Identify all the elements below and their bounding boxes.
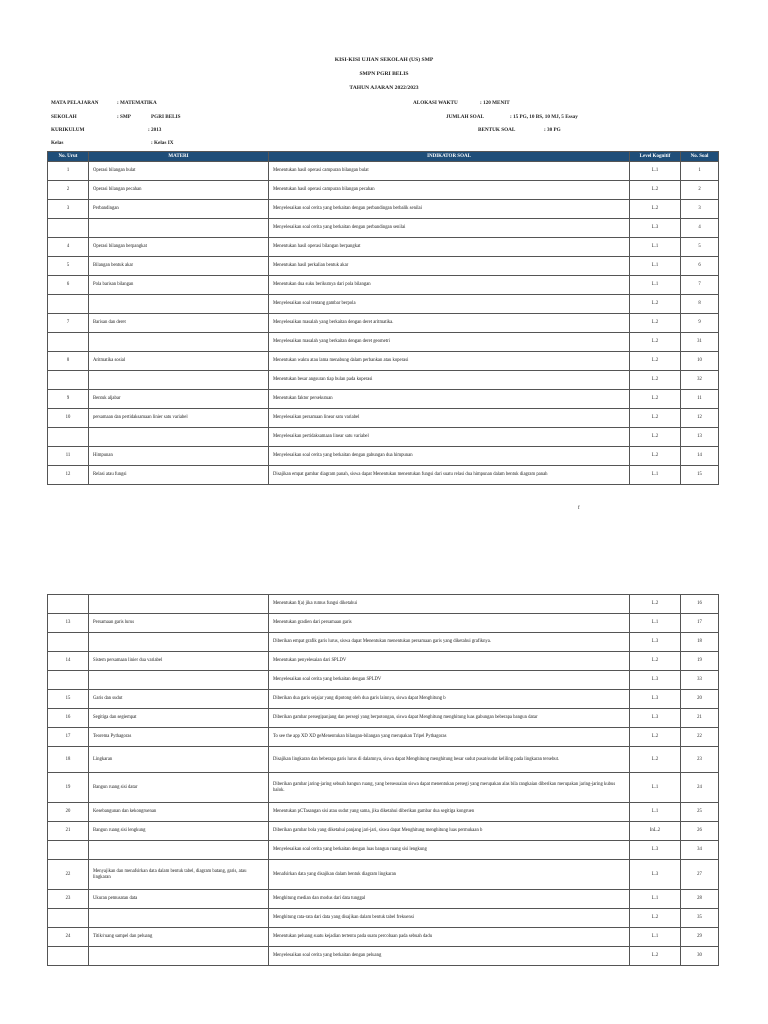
cell-indikator: Menyelesaikan soal cerita yang berkaitan dengan luas bangun ruang sisi lengkung (269, 841, 630, 860)
cell-indikator: Diberikan gambar persegipanjang dan persegi yang berpotongan, siswa dapat Menghitung menghitung luas gabungan beberapa bangun datar (269, 709, 630, 728)
cell-materi: Sistem persamaan linier dua variabel (89, 652, 269, 671)
cell-no: 10 (48, 409, 89, 428)
cell-level: L.1 (630, 466, 681, 485)
table-row (48, 773, 719, 803)
cell-level: L.2 (630, 909, 681, 928)
cell-nosoal: 21 (681, 709, 719, 728)
sekolah-label: SEKOLAH (51, 114, 77, 120)
cell-level: L.2 (630, 390, 681, 409)
cell-indikator: Menyelesaikan soal cerita yang berkaitan dengan perbandingan berbalik senilai (269, 200, 630, 219)
cell-materi (89, 219, 269, 238)
cell-materi: Operasi bilangan pecahan (89, 181, 269, 200)
cell-nosoal: 23 (681, 747, 719, 773)
table-row (48, 428, 719, 447)
cell-nosoal: 31 (681, 333, 719, 352)
cell-no: 13 (48, 614, 89, 633)
cell-nosoal: 28 (681, 890, 719, 909)
cell-materi (89, 371, 269, 390)
cell-materi: Perbandingan (89, 200, 269, 219)
cell-indikator: Menentukan peluang suatu kejadian tertentu pada suatu percobaan pada sebuah dadu (269, 928, 630, 947)
cell-materi: Bentuk aljabar (89, 390, 269, 409)
cell-level: L.2 (630, 447, 681, 466)
table-row (48, 257, 719, 276)
cell-level: L.1 (630, 238, 681, 257)
table-row (48, 614, 719, 633)
cell-indikator: Menyelesaikan persamaan linear satu variabel (269, 409, 630, 428)
cell-materi (89, 947, 269, 966)
table-row (48, 219, 719, 238)
cell-level: L.2 (630, 371, 681, 390)
cell-nosoal: 6 (681, 257, 719, 276)
cell-nosoal: 17 (681, 614, 719, 633)
cell-no (48, 841, 89, 860)
table-row (48, 690, 719, 709)
kurikulum-value: : 2013 (148, 127, 162, 133)
table-row (48, 928, 719, 947)
cell-no: 19 (48, 773, 89, 803)
col-header-nosoal: No. Soal (681, 152, 719, 162)
cell-no (48, 333, 89, 352)
cell-no: 22 (48, 860, 89, 890)
cell-indikator: Menyelesaikan masalah yang berkaitan dengan deret geometri (269, 333, 630, 352)
bentuk-label: BENTUK SOAL (478, 127, 516, 133)
cell-no: 8 (48, 352, 89, 371)
alokasi-value: : 120 MENIT (480, 100, 510, 106)
cell-indikator: Diberikan gambar jaring-jaring sebuah bangun ruang, yang bersesuaian siswa dapat menentukan persegi yang merupakan alas bila rangkaian diberikan merupakan jaring-jaring kubus balok. (269, 773, 630, 803)
cell-materi: Segitiga dan segiempat (89, 709, 269, 728)
cell-materi: Himpunan (89, 447, 269, 466)
cell-materi: Ukuran pemusatan data (89, 890, 269, 909)
cell-level: L.2 (630, 200, 681, 219)
cell-materi: Operasi bilangan bulat (89, 162, 269, 181)
cell-indikator: Menyelesaikan soal cerita yang berkaitan dengan SPLDV (269, 671, 630, 690)
cell-level: L.1 (630, 773, 681, 803)
table-row (48, 352, 719, 371)
table-row (48, 181, 719, 200)
table-row (48, 295, 719, 314)
cell-level: L.1 (630, 803, 681, 822)
cell-nosoal: 29 (681, 928, 719, 947)
cell-no: 11 (48, 447, 89, 466)
table-row (48, 162, 719, 181)
cell-no (48, 947, 89, 966)
cell-no (48, 595, 89, 614)
jumlah-value: : 15 PG, 10 BS, 10 MJ, 5 Essay (510, 114, 578, 120)
cell-nosoal: 16 (681, 595, 719, 614)
kelas-value: : Kelas IX (151, 140, 174, 146)
table-row (48, 466, 719, 485)
table-row (48, 728, 719, 747)
cell-nosoal: 20 (681, 690, 719, 709)
cell-indikator: Menentukan hasil operasi bilangan berpangkat (269, 238, 630, 257)
cell-indikator: Menyelesaikan soal cerita yang berkaitan dengan perbandingan senilai (269, 219, 630, 238)
cell-materi (89, 909, 269, 928)
cell-materi: Barisan dan deret (89, 314, 269, 333)
cell-indikator: Menentukan hasil operasi campuran bilangan bulat (269, 162, 630, 181)
col-header-materi: MATERI (89, 152, 269, 162)
cell-materi: Bilangan bentuk akar (89, 257, 269, 276)
cell-indikator: Menentukan hasil perkalian bentuk akar (269, 257, 630, 276)
cell-no: 9 (48, 390, 89, 409)
table-row (48, 822, 719, 841)
cell-no: 21 (48, 822, 89, 841)
cell-nosoal: 11 (681, 390, 719, 409)
cell-no: 6 (48, 276, 89, 295)
cell-no (48, 219, 89, 238)
doc-title: KISI-KISI UJIAN SEKOLAH (US) SMP (334, 57, 434, 63)
cell-nosoal: 8 (681, 295, 719, 314)
cell-indikator: Menentukan penyelesaian dari SPLDV (269, 652, 630, 671)
table-header-row (48, 152, 719, 162)
mapel-value: : MATEMATIKA (117, 100, 157, 106)
cell-nosoal: 33 (681, 671, 719, 690)
mapel-label: MATA PELAJARAN (51, 100, 99, 106)
cell-level: L.3 (630, 709, 681, 728)
table-row (48, 314, 719, 333)
cell-level: L.2 (630, 352, 681, 371)
table-row (48, 860, 719, 890)
table-row (48, 709, 719, 728)
cell-materi: Aritmatika sosial (89, 352, 269, 371)
cell-nosoal: 13 (681, 428, 719, 447)
table-row (48, 333, 719, 352)
cell-materi: Menyajikan dan menafsirkan data dalam bentuk tabel, diagram batang, garis, atau lingkaran (89, 860, 269, 890)
cell-nosoal: 5 (681, 238, 719, 257)
cell-nosoal: 19 (681, 652, 719, 671)
cell-level: InL.2 (630, 822, 681, 841)
kisi-table-page2 (47, 594, 719, 966)
cell-level: L.3 (630, 671, 681, 690)
cell-indikator: Disajikan lingkaran dan beberapa garis lurus di dalamnya, siswa dapat Menghitung menghitung besar sudut pusat/sudut keliling pada lingkaran tersebut. (269, 747, 630, 773)
cell-indikator: Menentukan hasil operasi campuran bilangan pecahan (269, 181, 630, 200)
cell-nosoal: 1 (681, 162, 719, 181)
cell-nosoal: 10 (681, 352, 719, 371)
cell-level: L.2 (630, 314, 681, 333)
cell-nosoal: 18 (681, 633, 719, 652)
cell-level: L.3 (630, 219, 681, 238)
cell-no: 24 (48, 928, 89, 947)
table-row (48, 409, 719, 428)
table-row (48, 238, 719, 257)
school-name: SMPN PGRI BELIS (359, 71, 409, 77)
page-marker: f (578, 506, 580, 511)
cell-level: L.1 (630, 257, 681, 276)
cell-indikator: Menyelesaikan masalah yang berkaitan dengan deret aritmatika. (269, 314, 630, 333)
cell-level: L.2 (630, 728, 681, 747)
kurikulum-label: KURIKULUM (51, 127, 85, 133)
cell-materi (89, 295, 269, 314)
cell-materi: Bangun ruang sisi datar (89, 773, 269, 803)
cell-materi: Operasi bilangan berpangkat (89, 238, 269, 257)
cell-indikator: Menentukan f(a) jika rumus fungsi diketahui (269, 595, 630, 614)
cell-materi (89, 633, 269, 652)
cell-level: L.1 (630, 890, 681, 909)
cell-level: L.3 (630, 690, 681, 709)
cell-nosoal: 26 (681, 822, 719, 841)
cell-nosoal: 7 (681, 276, 719, 295)
cell-materi: Pola barisan bilangan (89, 276, 269, 295)
cell-materi: Relasi atau fungsi (89, 466, 269, 485)
cell-indikator: Menghitung median dan modus dari data tunggal (269, 890, 630, 909)
table-row (48, 276, 719, 295)
col-header-indikator: INDIKATOR SOAL (269, 152, 630, 162)
cell-indikator: Menyelesaikan soal cerita yang berkaitan dengan gabungan dua himpunan (269, 447, 630, 466)
cell-indikator: Menghitung rata-rata dari data yang disajikan dalam bentuk tabel frekuensi (269, 909, 630, 928)
cell-indikator: Menentukan dua suku berikutnya dari pola bilangan (269, 276, 630, 295)
cell-level: L.3 (630, 841, 681, 860)
cell-nosoal: 15 (681, 466, 719, 485)
cell-no: 16 (48, 709, 89, 728)
cell-level: L.3 (630, 860, 681, 890)
cell-indikator: Menyelesaikan soal tentang gambar berpola (269, 295, 630, 314)
kisi-table-page1 (47, 151, 719, 485)
table-row (48, 447, 719, 466)
col-header-level: Level Kognitif (630, 152, 681, 162)
cell-level: L.1 (630, 276, 681, 295)
cell-indikator: Menentukan waktu atau lama menabung dalam perbankan atau koperasi (269, 352, 630, 371)
cell-no: 15 (48, 690, 89, 709)
cell-level: L.1 (630, 928, 681, 947)
cell-no (48, 671, 89, 690)
cell-materi (89, 595, 269, 614)
cell-level: L.1 (630, 614, 681, 633)
table-row (48, 595, 719, 614)
cell-no: 14 (48, 652, 89, 671)
table-row (48, 390, 719, 409)
cell-nosoal: 9 (681, 314, 719, 333)
cell-nosoal: 4 (681, 219, 719, 238)
table-row (48, 747, 719, 773)
cell-nosoal: 14 (681, 447, 719, 466)
cell-materi: Titik/ruang sampel dan peluang (89, 928, 269, 947)
cell-nosoal: 32 (681, 371, 719, 390)
cell-no: 18 (48, 747, 89, 773)
cell-nosoal: 3 (681, 200, 719, 219)
cell-no: 17 (48, 728, 89, 747)
cell-no (48, 371, 89, 390)
table-row (48, 909, 719, 928)
cell-materi: Teorema Pythagoras (89, 728, 269, 747)
cell-materi: Bangun ruang sisi lengkung (89, 822, 269, 841)
cell-materi: Persamaan garis lurus (89, 614, 269, 633)
sekolah-name: PGRI BELIS (151, 114, 181, 120)
kelas-label: Kelas (51, 140, 64, 146)
cell-no (48, 295, 89, 314)
table-row (48, 841, 719, 860)
cell-level: L.2 (630, 333, 681, 352)
cell-level: L.3 (630, 633, 681, 652)
table-row (48, 652, 719, 671)
cell-nosoal: 27 (681, 860, 719, 890)
cell-indikator: Menentukan besar angsuran tiap bulan pada koperasi (269, 371, 630, 390)
cell-materi (89, 671, 269, 690)
school-year: TAHUN AJARAN 2022/2023 (349, 85, 419, 91)
sekolah-value: : SMP (117, 114, 131, 120)
cell-indikator: Menentukan pCTasangan sisi atau sudut yang sama, jika diketahui diberikan gambar dua segitiga kongruen (269, 803, 630, 822)
cell-no: 4 (48, 238, 89, 257)
cell-materi (89, 428, 269, 447)
cell-level: L.2 (630, 747, 681, 773)
cell-indikator: Menentukan gradien dari persamaan garis (269, 614, 630, 633)
cell-nosoal: 24 (681, 773, 719, 803)
cell-indikator: Menentukan faktor persekutuan (269, 390, 630, 409)
cell-level: L.2 (630, 652, 681, 671)
cell-indikator: To see the app XD XD geMenentukan bilangan-bilangan yang merupakan Tripel Pythagoras (269, 728, 630, 747)
col-header-no: No. Urut (48, 152, 89, 162)
cell-materi (89, 841, 269, 860)
cell-indikator: Diberikan empat grafik garis lurus, siswa dapat Menentukan menentukan persamaan garis yang diketahui grafiknya. (269, 633, 630, 652)
cell-level: L.2 (630, 409, 681, 428)
table-row (48, 633, 719, 652)
cell-level: L.2 (630, 947, 681, 966)
cell-materi: Garis dan sudut (89, 690, 269, 709)
cell-indikator: Menafsirkan data yang disajikan dalam bentuk diagram lingkaran (269, 860, 630, 890)
cell-nosoal: 34 (681, 841, 719, 860)
table-row (48, 671, 719, 690)
table-row (48, 371, 719, 390)
cell-indikator: Menyelesaikan soal cerita yang berkaitan dengan peluang (269, 947, 630, 966)
cell-no (48, 428, 89, 447)
cell-materi: Kesebangunan dan kekongruenan (89, 803, 269, 822)
cell-level: L.2 (630, 595, 681, 614)
cell-nosoal: 30 (681, 947, 719, 966)
cell-nosoal: 35 (681, 909, 719, 928)
cell-level: L.1 (630, 162, 681, 181)
cell-level: L.2 (630, 181, 681, 200)
cell-level: L.2 (630, 295, 681, 314)
cell-no: 20 (48, 803, 89, 822)
cell-indikator: Diberikan dua garis sejajar yang dipotong oleh dua garis lainnya, siswa dapat Menghitung b (269, 690, 630, 709)
cell-nosoal: 22 (681, 728, 719, 747)
cell-no: 2 (48, 181, 89, 200)
cell-nosoal: 2 (681, 181, 719, 200)
cell-materi: Lingkaran (89, 747, 269, 773)
cell-no (48, 909, 89, 928)
cell-no: 12 (48, 466, 89, 485)
table-row (48, 890, 719, 909)
bentuk-value: : 30 PG (544, 127, 561, 133)
cell-no (48, 633, 89, 652)
cell-no: 1 (48, 162, 89, 181)
cell-materi: persamaan dan pertidaksamaan linier satu variabel (89, 409, 269, 428)
cell-indikator: Disajikan empat gambar diagram panah, siswa dapat Menentukan menentukan fungsi dari suatu relasi dua himpunan dalam bentuk diagram panah (269, 466, 630, 485)
cell-no: 5 (48, 257, 89, 276)
cell-nosoal: 12 (681, 409, 719, 428)
cell-no: 7 (48, 314, 89, 333)
cell-indikator: Diberikan gambar bola yang diketahui panjang jari-jari, siswa dapat Menghitung menghitung luas permukaan b (269, 822, 630, 841)
table-row (48, 200, 719, 219)
cell-no: 23 (48, 890, 89, 909)
alokasi-label: ALOKASI WAKTU (413, 100, 458, 106)
cell-level: L.2 (630, 428, 681, 447)
table-row (48, 947, 719, 966)
table-row (48, 803, 719, 822)
cell-nosoal: 25 (681, 803, 719, 822)
cell-indikator: Menyelesaikan pertidaksamaan linear satu variabel (269, 428, 630, 447)
cell-materi (89, 333, 269, 352)
jumlah-label: JUMLAH SOAL (446, 114, 484, 120)
cell-no: 3 (48, 200, 89, 219)
